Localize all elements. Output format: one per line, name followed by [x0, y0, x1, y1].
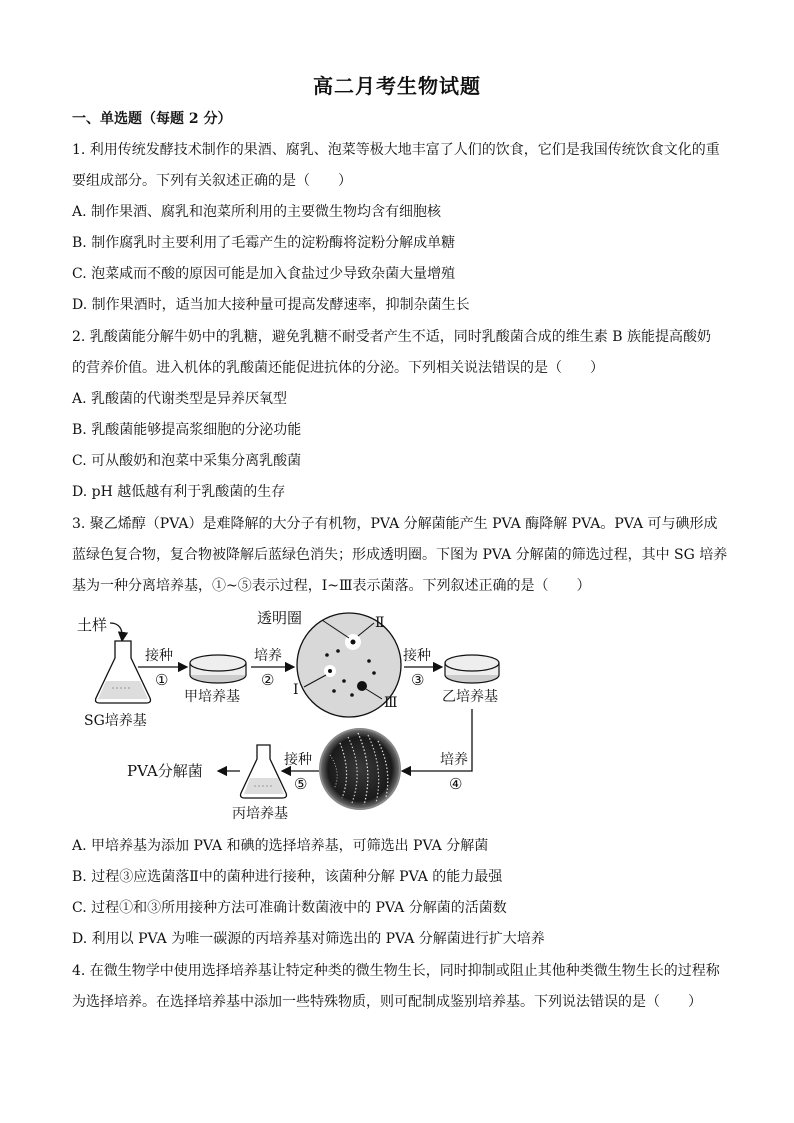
step3-label: 接种 [403, 648, 431, 664]
bing-flask [241, 745, 287, 798]
q3-option-a: A. 甲培养基为添加 PVA 和碘的选择培养基，可筛选出 PVA 分解菌 [72, 838, 489, 854]
q1-stem-line1: 1. 利用传统发酵技术制作的果酒、腐乳、泡菜等极大地丰富了人们的饮食，它们是我国传统饮食文化的重 [72, 142, 720, 158]
colony-3 [357, 681, 367, 691]
q1-option-a: A. 制作果酒、腐乳和泡菜所利用的主要微生物均含有细胞核 [72, 204, 442, 220]
q4-stem-line2: 为选择培养。在选择培养基中添加一些特殊物质，则可配制成鉴别培养基。下列说法错误的是（ ） [72, 994, 702, 1010]
q1-option-d: D. 制作果酒时，适当加大接种量可提高发酵速率，抑制杂菌生长 [72, 297, 470, 313]
q2-stem-line1: 2. 乳酸菌能分解牛奶中的乳糖，避免乳糖不耐受者产生不适，同时乳酸菌合成的维生素 B 族能提高酸奶 [72, 329, 711, 345]
pva-bacteria-label: PVA分解菌 [127, 762, 203, 780]
q2-stem-line2: 的营养价值。进入机体的乳酸菌还能促进抗体的分泌。下列相关说法错误的是（ ） [72, 360, 604, 376]
q3-option-b: B. 过程③应选菌落Ⅱ中的菌种进行接种，该菌种分解 PVA 的能力最强 [72, 869, 503, 885]
sg-flask [96, 641, 151, 703]
colony-2-label: Ⅱ [375, 615, 385, 631]
step3-number: ③ [411, 671, 425, 689]
q3-option-d: D. 利用以 PVA 为唯一碳源的丙培养基对筛选出的 PVA 分解菌进行扩大培养 [72, 931, 545, 947]
yi-medium-label: 乙培养基 [442, 689, 498, 705]
q2-option-c: C. 可从酸奶和泡菜中采集分离乳酸菌 [72, 453, 302, 469]
q2-option-a: A. 乳酸菌的代谢类型是异养厌氧型 [72, 391, 288, 407]
colony-1-label: Ⅰ [293, 682, 299, 698]
page-title: 高二月考生物试题 [313, 74, 481, 98]
soil-arrow [110, 623, 122, 641]
pva-screening-diagram [72, 603, 512, 828]
q3-stem-line1: 3. 聚乙烯醇（PVA）是难降解的大分子有机物，PVA 分解菌能产生 PVA 酶降解 PVA。PVA 可与碘形成 [72, 516, 718, 532]
yi-plate [445, 655, 499, 683]
q1-stem-line2: 要组成部分。下列有关叙述正确的是（ ） [72, 173, 352, 189]
q1-option-b: B. 制作腐乳时主要利用了毛霉产生的淀粉酶将淀粉分解成单糖 [72, 235, 456, 251]
q3-stem-line3: 基为一种分离培养基，①~⑤表示过程，I~Ⅲ表示菌落。下列叙述正确的是（ ） [72, 578, 591, 594]
q4-stem-line1: 4. 在微生物学中使用选择培养基让特定种类的微生物生长，同时抑制或阻止其他种类微生物生长的过程称 [72, 963, 720, 979]
section-heading: 一、单选题（每题 2 分） [72, 111, 232, 127]
step2-label: 培养 [254, 648, 282, 664]
step5-label: 接种 [284, 752, 312, 768]
step2-number: ② [261, 671, 275, 689]
step4-label: 培养 [440, 752, 468, 768]
streak-plate [320, 729, 400, 809]
halo-label: 透明圈 [257, 609, 303, 627]
step4-number: ④ [449, 775, 463, 793]
sg-medium-label: SG培养基 [84, 713, 147, 729]
step1-label: 接种 [145, 648, 173, 664]
soil-label: 土样 [77, 616, 108, 634]
q2-option-d: D. pH 越低越有利于乳酸菌的生存 [72, 484, 286, 500]
q1-option-c: C. 泡菜咸而不酸的原因可能是加入食盐过少导致杂菌大量增殖 [72, 266, 456, 282]
q3-stem-line2: 蓝绿色复合物，复合物被降解后蓝绿色消失；形成透明圈。下图为 PVA 分解菌的筛选过程，其中 SG 培养 [72, 547, 728, 563]
jia-plate [190, 655, 246, 683]
step5-number: ⑤ [294, 775, 308, 793]
q3-option-c: C. 过程①和③所用接种方法可准确计数菌液中的 PVA 分解菌的活菌数 [72, 900, 507, 916]
bing-medium-label: 丙培养基 [232, 806, 288, 822]
jia-medium-label: 甲培养基 [184, 689, 240, 705]
step1-number: ① [155, 671, 169, 689]
colony-3-label: Ⅲ [384, 695, 398, 711]
q2-option-b: B. 乳酸菌能够提高浆细胞的分泌功能 [72, 422, 302, 438]
